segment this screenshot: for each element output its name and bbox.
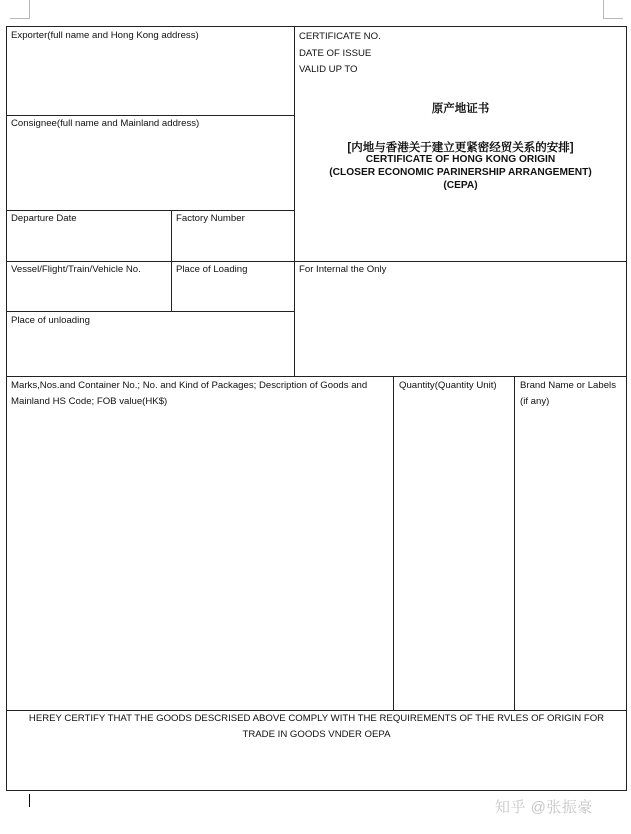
consignee-label: Consignee(full name and Mainland address) — [11, 118, 200, 129]
date-of-issue-label: DATE OF ISSUE — [299, 47, 372, 59]
crop-mark-top-left-h — [10, 18, 30, 19]
vessel-cell[interactable] — [7, 261, 171, 311]
factory-number-label: Factory Number — [176, 213, 245, 224]
title-english-cepa: (CEPA) — [443, 180, 478, 191]
crop-mark-top-right-h — [603, 18, 623, 19]
internal-use-cell[interactable] — [294, 261, 626, 376]
brand-name-header: Brand Name or Labels (if any) — [520, 380, 616, 407]
place-of-unloading-label: Place of unloading — [11, 315, 90, 326]
departure-date-cell[interactable] — [7, 210, 171, 261]
title-chinese: 原产地证书 — [431, 103, 490, 115]
brand-name-cell[interactable] — [514, 376, 626, 710]
certification-cell — [7, 710, 626, 790]
exporter-cell[interactable] — [7, 27, 294, 115]
exporter-label: Exporter(full name and Hong Kong address) — [11, 30, 199, 41]
certificate-form — [6, 26, 627, 791]
certification-statement: HEREY CERTIFY THAT THE GOODS DESCRISED ABOVE COMPLY WITH THE REQUIREMENTS OF THE RVLES OF ORIGIN FOR TRADE IN GOODS VNDER OEPA — [28, 713, 605, 740]
certificate-no-label: CERTIFICATE NO. — [299, 31, 381, 42]
text-cursor — [29, 794, 30, 807]
valid-up-to-label: VALID UP TO — [299, 64, 358, 75]
certificate-meta — [299, 29, 381, 79]
subtitle-chinese: [内地与香港关于建立更紧密经贸关系的安排] — [347, 142, 574, 154]
factory-number-cell[interactable] — [171, 210, 294, 261]
goods-description-cell[interactable] — [7, 376, 393, 710]
vessel-label: Vessel/Flight/Train/Vehicle No. — [11, 264, 141, 275]
watermark: 知乎 @张振豪 — [495, 799, 593, 816]
certificate-header-cell — [294, 27, 626, 261]
place-of-unloading-cell[interactable] — [7, 311, 294, 376]
crop-mark-top-left — [29, 0, 30, 18]
crop-mark-top-right — [603, 0, 604, 18]
consignee-cell[interactable] — [7, 115, 294, 210]
internal-use-label: For Internal the Only — [299, 264, 387, 275]
title-english: CERTIFICATE OF HONG KONG ORIGIN — [365, 154, 556, 165]
place-of-loading-cell[interactable] — [171, 261, 294, 311]
title-english-arrangement: (CLOSER ECONOMIC PARINERSHIP ARRANGEMENT) — [329, 167, 592, 178]
quantity-header: Quantity(Quantity Unit) — [399, 380, 497, 391]
quantity-cell[interactable] — [393, 376, 514, 710]
departure-date-label: Departure Date — [11, 213, 77, 224]
place-of-loading-label: Place of Loading — [176, 264, 248, 275]
goods-description-header: Marks,Nos.and Container No.; No. and Kind of Packages; Description of Goods and Mainland HS Code; FOB value(HK$) — [11, 380, 368, 407]
